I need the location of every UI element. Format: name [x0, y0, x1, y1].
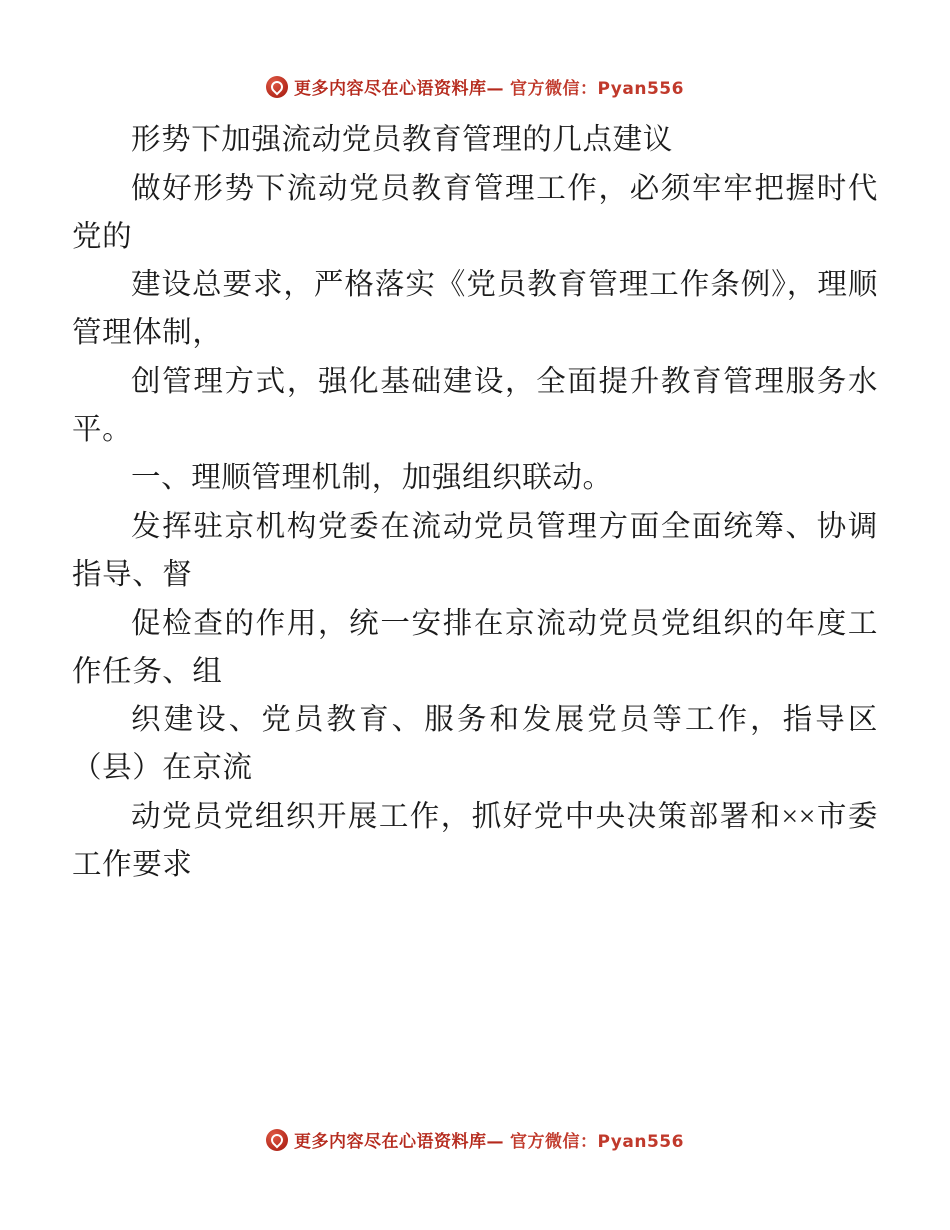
- paragraph: 形势下加强流动党员教育管理的几点建议: [131, 124, 673, 156]
- watermark-main-text: 更多内容尽在心语资料库—: [294, 79, 505, 99]
- heart-logo-icon: [266, 76, 288, 98]
- heart-logo-icon: [266, 1129, 288, 1151]
- watermark-top: [0, 74, 950, 99]
- watermark-bottom: [0, 1127, 950, 1152]
- paragraph: 建设总要求，严格落实《党员教育管理工作条例》，理顺管理体制，: [72, 269, 878, 350]
- document-content: [72, 117, 878, 891]
- paragraph: 创管理方式，强化基础建设，全面提升教育管理服务水平。: [72, 365, 878, 446]
- watermark-sub-text: 官方微信：Pyan556: [510, 1132, 684, 1152]
- watermark-sub-text: 官方微信：Pyan556: [510, 79, 684, 99]
- paragraph: 动党员党组织开展工作，抓好党中央决策部署和××市委工作要求: [72, 800, 878, 881]
- paragraph: 织建设、党员教育、服务和发展党员等工作，指导区（县）在京流: [72, 704, 878, 785]
- watermark-main-text: 更多内容尽在心语资料库—: [294, 1132, 505, 1152]
- paragraph: 促检查的作用，统一安排在京流动党员党组织的年度工作任务、组: [72, 607, 878, 688]
- paragraph: 一、理顺管理机制，加强组织联动。: [131, 462, 613, 495]
- paragraph: 发挥驻京机构党委在流动党员管理方面全面统筹、协调指导、督: [72, 511, 878, 592]
- paragraph: 做好形势下流动党员教育管理工作，必须牢牢把握时代党的: [72, 172, 878, 253]
